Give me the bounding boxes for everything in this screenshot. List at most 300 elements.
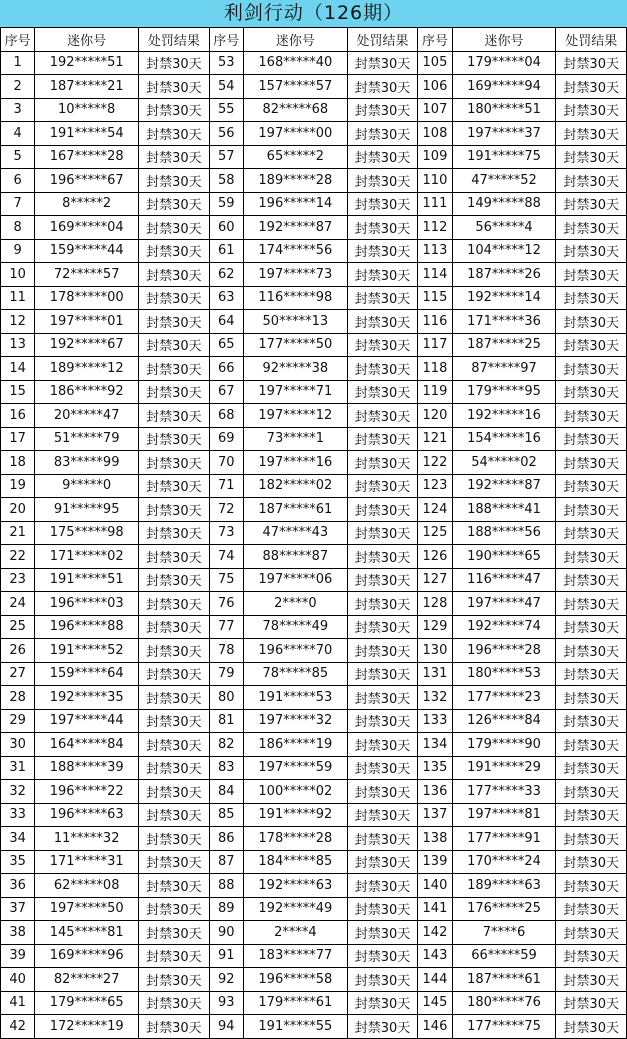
table-row	[1, 169, 627, 193]
cell-index: 87	[209, 850, 243, 874]
cell-index: 21	[1, 521, 35, 545]
table-row	[1, 451, 627, 475]
cell-mini-id: 197*****50	[35, 897, 139, 921]
cell-mini-id: 116*****47	[452, 568, 556, 592]
cell-penalty: 封禁30天	[139, 51, 210, 75]
cell-index: 116	[418, 310, 452, 334]
cell-index: 114	[418, 263, 452, 287]
cell-index: 145	[418, 991, 452, 1015]
cell-mini-id: 174*****56	[243, 239, 347, 263]
cell-mini-id: 7****6	[452, 921, 556, 945]
table-row	[1, 1015, 627, 1039]
cell-index: 42	[1, 1015, 35, 1039]
table-row	[1, 75, 627, 99]
cell-index: 139	[418, 850, 452, 874]
cell-mini-id: 188*****39	[35, 756, 139, 780]
cell-mini-id: 78*****49	[243, 615, 347, 639]
cell-mini-id: 126*****84	[452, 709, 556, 733]
cell-index: 6	[1, 169, 35, 193]
cell-penalty: 封禁30天	[556, 357, 627, 381]
cell-mini-id: 191*****29	[452, 756, 556, 780]
cell-penalty: 封禁30天	[556, 991, 627, 1015]
table-row	[1, 944, 627, 968]
cell-index: 8	[1, 216, 35, 240]
cell-penalty: 封禁30天	[139, 592, 210, 616]
cell-penalty: 封禁30天	[347, 498, 418, 522]
cell-penalty: 封禁30天	[139, 521, 210, 545]
cell-mini-id: 187*****25	[452, 333, 556, 357]
cell-index: 85	[209, 803, 243, 827]
cell-mini-id: 169*****96	[35, 944, 139, 968]
table-row	[1, 263, 627, 287]
cell-mini-id: 2****0	[243, 592, 347, 616]
cell-index: 4	[1, 122, 35, 146]
cell-penalty: 封禁30天	[139, 498, 210, 522]
cell-mini-id: 180*****76	[452, 991, 556, 1015]
cell-index: 70	[209, 451, 243, 475]
cell-penalty: 封禁30天	[139, 98, 210, 122]
cell-mini-id: 192*****87	[452, 474, 556, 498]
cell-mini-id: 197*****37	[452, 122, 556, 146]
cell-index: 18	[1, 451, 35, 475]
cell-mini-id: 104*****12	[452, 239, 556, 263]
header-index: 序号	[418, 28, 452, 52]
cell-penalty: 封禁30天	[556, 169, 627, 193]
cell-index: 10	[1, 263, 35, 287]
cell-mini-id: 186*****19	[243, 733, 347, 757]
cell-penalty: 封禁30天	[139, 850, 210, 874]
cell-mini-id: 186*****92	[35, 380, 139, 404]
cell-index: 65	[209, 333, 243, 357]
cell-penalty: 封禁30天	[139, 827, 210, 851]
cell-penalty: 封禁30天	[556, 780, 627, 804]
cell-mini-id: 87*****97	[452, 357, 556, 381]
cell-index: 111	[418, 192, 452, 216]
cell-penalty: 封禁30天	[347, 145, 418, 169]
cell-index: 16	[1, 404, 35, 428]
cell-index: 17	[1, 427, 35, 451]
cell-mini-id: 197*****44	[35, 709, 139, 733]
cell-mini-id: 47*****43	[243, 521, 347, 545]
table-row	[1, 827, 627, 851]
cell-mini-id: 184*****85	[243, 850, 347, 874]
cell-index: 90	[209, 921, 243, 945]
cell-index: 72	[209, 498, 243, 522]
cell-penalty: 封禁30天	[347, 780, 418, 804]
cell-mini-id: 171*****31	[35, 850, 139, 874]
cell-penalty: 封禁30天	[347, 192, 418, 216]
table-row	[1, 874, 627, 898]
cell-penalty: 封禁30天	[347, 944, 418, 968]
cell-penalty: 封禁30天	[139, 733, 210, 757]
cell-mini-id: 72*****57	[35, 263, 139, 287]
header-mini-id: 迷你号	[243, 28, 347, 52]
cell-mini-id: 50*****13	[243, 310, 347, 334]
cell-penalty: 封禁30天	[139, 639, 210, 663]
cell-mini-id: 154*****16	[452, 427, 556, 451]
cell-mini-id: 182*****02	[243, 474, 347, 498]
cell-mini-id: 9*****0	[35, 474, 139, 498]
cell-penalty: 封禁30天	[139, 404, 210, 428]
cell-penalty: 封禁30天	[556, 733, 627, 757]
cell-penalty: 封禁30天	[556, 1015, 627, 1039]
cell-penalty: 封禁30天	[556, 498, 627, 522]
cell-index: 109	[418, 145, 452, 169]
cell-mini-id: 196*****88	[35, 615, 139, 639]
cell-penalty: 封禁30天	[347, 239, 418, 263]
cell-index: 41	[1, 991, 35, 1015]
cell-mini-id: 167*****28	[35, 145, 139, 169]
cell-mini-id: 196*****70	[243, 639, 347, 663]
header-mini-id: 迷你号	[452, 28, 556, 52]
cell-mini-id: 187*****21	[35, 75, 139, 99]
cell-index: 105	[418, 51, 452, 75]
cell-index: 143	[418, 944, 452, 968]
cell-penalty: 封禁30天	[139, 357, 210, 381]
cell-index: 142	[418, 921, 452, 945]
table-row	[1, 733, 627, 757]
cell-index: 134	[418, 733, 452, 757]
cell-mini-id: 197*****06	[243, 568, 347, 592]
cell-index: 141	[418, 897, 452, 921]
cell-index: 22	[1, 545, 35, 569]
cell-penalty: 封禁30天	[139, 263, 210, 287]
cell-penalty: 封禁30天	[556, 333, 627, 357]
cell-index: 74	[209, 545, 243, 569]
cell-index: 137	[418, 803, 452, 827]
cell-penalty: 封禁30天	[139, 662, 210, 686]
cell-penalty: 封禁30天	[347, 51, 418, 75]
cell-penalty: 封禁30天	[139, 874, 210, 898]
cell-mini-id: 177*****75	[452, 1015, 556, 1039]
cell-penalty: 封禁30天	[347, 592, 418, 616]
cell-mini-id: 54*****02	[452, 451, 556, 475]
cell-mini-id: 170*****24	[452, 850, 556, 874]
cell-mini-id: 100*****02	[243, 780, 347, 804]
cell-mini-id: 187*****26	[452, 263, 556, 287]
cell-index: 2	[1, 75, 35, 99]
cell-index: 76	[209, 592, 243, 616]
table-row	[1, 662, 627, 686]
cell-mini-id: 65*****2	[243, 145, 347, 169]
cell-penalty: 封禁30天	[556, 51, 627, 75]
table-row	[1, 286, 627, 310]
cell-mini-id: 91*****95	[35, 498, 139, 522]
table-row	[1, 427, 627, 451]
table-row	[1, 192, 627, 216]
cell-penalty: 封禁30天	[139, 615, 210, 639]
cell-mini-id: 73*****1	[243, 427, 347, 451]
cell-mini-id: 192*****63	[243, 874, 347, 898]
cell-mini-id: 78*****85	[243, 662, 347, 686]
cell-mini-id: 8*****2	[35, 192, 139, 216]
cell-penalty: 封禁30天	[347, 1015, 418, 1039]
cell-index: 37	[1, 897, 35, 921]
cell-penalty: 封禁30天	[347, 568, 418, 592]
table-row	[1, 615, 627, 639]
cell-mini-id: 197*****71	[243, 380, 347, 404]
cell-penalty: 封禁30天	[139, 897, 210, 921]
cell-penalty: 封禁30天	[139, 568, 210, 592]
cell-mini-id: 191*****54	[35, 122, 139, 146]
cell-penalty: 封禁30天	[556, 286, 627, 310]
cell-mini-id: 159*****44	[35, 239, 139, 263]
cell-mini-id: 192*****16	[452, 404, 556, 428]
table-row	[1, 921, 627, 945]
cell-penalty: 封禁30天	[347, 686, 418, 710]
cell-index: 115	[418, 286, 452, 310]
cell-mini-id: 189*****28	[243, 169, 347, 193]
cell-mini-id: 197*****16	[243, 451, 347, 475]
table-row	[1, 239, 627, 263]
cell-mini-id: 191*****92	[243, 803, 347, 827]
cell-mini-id: 168*****40	[243, 51, 347, 75]
cell-mini-id: 169*****94	[452, 75, 556, 99]
cell-index: 117	[418, 333, 452, 357]
cell-index: 71	[209, 474, 243, 498]
cell-index: 79	[209, 662, 243, 686]
cell-mini-id: 159*****64	[35, 662, 139, 686]
cell-mini-id: 149*****88	[452, 192, 556, 216]
cell-index: 23	[1, 568, 35, 592]
cell-index: 68	[209, 404, 243, 428]
table-row	[1, 98, 627, 122]
cell-mini-id: 177*****23	[452, 686, 556, 710]
cell-penalty: 封禁30天	[347, 263, 418, 287]
cell-penalty: 封禁30天	[556, 545, 627, 569]
cell-index: 59	[209, 192, 243, 216]
cell-penalty: 封禁30天	[347, 968, 418, 992]
cell-penalty: 封禁30天	[347, 216, 418, 240]
cell-mini-id: 179*****90	[452, 733, 556, 757]
cell-mini-id: 176*****25	[452, 897, 556, 921]
table-row	[1, 122, 627, 146]
cell-index: 14	[1, 357, 35, 381]
cell-index: 11	[1, 286, 35, 310]
cell-mini-id: 177*****50	[243, 333, 347, 357]
cell-mini-id: 190*****65	[452, 545, 556, 569]
cell-index: 67	[209, 380, 243, 404]
cell-mini-id: 192*****35	[35, 686, 139, 710]
table-row	[1, 216, 627, 240]
cell-penalty: 封禁30天	[347, 169, 418, 193]
cell-penalty: 封禁30天	[139, 310, 210, 334]
table-row	[1, 639, 627, 663]
cell-mini-id: 83*****99	[35, 451, 139, 475]
cell-index: 120	[418, 404, 452, 428]
cell-index: 30	[1, 733, 35, 757]
cell-index: 63	[209, 286, 243, 310]
cell-mini-id: 164*****84	[35, 733, 139, 757]
cell-penalty: 封禁30天	[556, 968, 627, 992]
cell-penalty: 封禁30天	[347, 98, 418, 122]
cell-mini-id: 183*****77	[243, 944, 347, 968]
cell-penalty: 封禁30天	[347, 874, 418, 898]
cell-index: 24	[1, 592, 35, 616]
cell-mini-id: 171*****02	[35, 545, 139, 569]
cell-mini-id: 180*****53	[452, 662, 556, 686]
cell-mini-id: 116*****98	[243, 286, 347, 310]
cell-penalty: 封禁30天	[347, 756, 418, 780]
cell-index: 81	[209, 709, 243, 733]
cell-index: 57	[209, 145, 243, 169]
cell-index: 88	[209, 874, 243, 898]
cell-penalty: 封禁30天	[347, 803, 418, 827]
cell-mini-id: 192*****67	[35, 333, 139, 357]
cell-penalty: 封禁30天	[556, 639, 627, 663]
cell-index: 78	[209, 639, 243, 663]
cell-index: 118	[418, 357, 452, 381]
table-row	[1, 568, 627, 592]
cell-index: 113	[418, 239, 452, 263]
cell-mini-id: 188*****41	[452, 498, 556, 522]
cell-index: 122	[418, 451, 452, 475]
cell-mini-id: 145*****81	[35, 921, 139, 945]
cell-penalty: 封禁30天	[556, 921, 627, 945]
cell-index: 110	[418, 169, 452, 193]
table-row	[1, 357, 627, 381]
cell-index: 7	[1, 192, 35, 216]
cell-penalty: 封禁30天	[556, 474, 627, 498]
cell-penalty: 封禁30天	[139, 944, 210, 968]
ban-list-table	[0, 27, 627, 1039]
cell-penalty: 封禁30天	[556, 686, 627, 710]
cell-index: 73	[209, 521, 243, 545]
cell-mini-id: 82*****68	[243, 98, 347, 122]
cell-penalty: 封禁30天	[139, 1015, 210, 1039]
cell-mini-id: 192*****51	[35, 51, 139, 75]
cell-penalty: 封禁30天	[556, 239, 627, 263]
cell-mini-id: 175*****98	[35, 521, 139, 545]
cell-penalty: 封禁30天	[347, 991, 418, 1015]
cell-mini-id: 47*****52	[452, 169, 556, 193]
cell-penalty: 封禁30天	[347, 545, 418, 569]
cell-penalty: 封禁30天	[139, 780, 210, 804]
cell-index: 61	[209, 239, 243, 263]
header-mini-id: 迷你号	[35, 28, 139, 52]
cell-penalty: 封禁30天	[347, 310, 418, 334]
cell-mini-id: 197*****47	[452, 592, 556, 616]
cell-penalty: 封禁30天	[139, 686, 210, 710]
cell-penalty: 封禁30天	[347, 850, 418, 874]
cell-mini-id: 92*****38	[243, 357, 347, 381]
table-row	[1, 803, 627, 827]
cell-penalty: 封禁30天	[347, 521, 418, 545]
cell-mini-id: 191*****55	[243, 1015, 347, 1039]
cell-index: 84	[209, 780, 243, 804]
cell-penalty: 封禁30天	[139, 286, 210, 310]
cell-mini-id: 189*****12	[35, 357, 139, 381]
cell-penalty: 封禁30天	[556, 75, 627, 99]
table-row	[1, 380, 627, 404]
cell-mini-id: 169*****04	[35, 216, 139, 240]
cell-index: 136	[418, 780, 452, 804]
cell-penalty: 封禁30天	[347, 615, 418, 639]
cell-penalty: 封禁30天	[556, 944, 627, 968]
cell-index: 19	[1, 474, 35, 498]
cell-index: 27	[1, 662, 35, 686]
cell-index: 33	[1, 803, 35, 827]
table-row	[1, 333, 627, 357]
cell-penalty: 封禁30天	[139, 921, 210, 945]
cell-mini-id: 187*****61	[452, 968, 556, 992]
cell-penalty: 封禁30天	[556, 850, 627, 874]
cell-penalty: 封禁30天	[347, 921, 418, 945]
table-row	[1, 474, 627, 498]
cell-index: 132	[418, 686, 452, 710]
cell-index: 86	[209, 827, 243, 851]
cell-mini-id: 82*****27	[35, 968, 139, 992]
cell-penalty: 封禁30天	[347, 733, 418, 757]
cell-penalty: 封禁30天	[556, 874, 627, 898]
cell-mini-id: 188*****56	[452, 521, 556, 545]
cell-index: 12	[1, 310, 35, 334]
cell-penalty: 封禁30天	[139, 968, 210, 992]
cell-index: 56	[209, 122, 243, 146]
cell-penalty: 封禁30天	[347, 709, 418, 733]
table-row	[1, 968, 627, 992]
cell-index: 60	[209, 216, 243, 240]
cell-penalty: 封禁30天	[556, 756, 627, 780]
cell-mini-id: 178*****28	[243, 827, 347, 851]
cell-index: 144	[418, 968, 452, 992]
cell-penalty: 封禁30天	[347, 427, 418, 451]
cell-mini-id: 178*****00	[35, 286, 139, 310]
cell-index: 135	[418, 756, 452, 780]
cell-penalty: 封禁30天	[139, 122, 210, 146]
cell-mini-id: 192*****74	[452, 615, 556, 639]
cell-index: 133	[418, 709, 452, 733]
cell-penalty: 封禁30天	[347, 404, 418, 428]
cell-penalty: 封禁30天	[556, 380, 627, 404]
cell-mini-id: 196*****14	[243, 192, 347, 216]
cell-index: 119	[418, 380, 452, 404]
table-row	[1, 545, 627, 569]
cell-mini-id: 66*****59	[452, 944, 556, 968]
table-row	[1, 756, 627, 780]
cell-penalty: 封禁30天	[139, 380, 210, 404]
cell-index: 128	[418, 592, 452, 616]
cell-index: 124	[418, 498, 452, 522]
header-index: 序号	[1, 28, 35, 52]
cell-penalty: 封禁30天	[556, 803, 627, 827]
cell-mini-id: 197*****12	[243, 404, 347, 428]
cell-penalty: 封禁30天	[556, 192, 627, 216]
table-row	[1, 310, 627, 334]
cell-index: 127	[418, 568, 452, 592]
cell-penalty: 封禁30天	[347, 75, 418, 99]
cell-penalty: 封禁30天	[347, 827, 418, 851]
cell-mini-id: 187*****61	[243, 498, 347, 522]
cell-penalty: 封禁30天	[347, 897, 418, 921]
table-row	[1, 709, 627, 733]
cell-index: 77	[209, 615, 243, 639]
cell-index: 36	[1, 874, 35, 898]
table-row	[1, 780, 627, 804]
cell-penalty: 封禁30天	[556, 615, 627, 639]
cell-index: 13	[1, 333, 35, 357]
cell-index: 1	[1, 51, 35, 75]
cell-mini-id: 192*****87	[243, 216, 347, 240]
table-row	[1, 145, 627, 169]
cell-penalty: 封禁30天	[556, 310, 627, 334]
cell-mini-id: 196*****67	[35, 169, 139, 193]
table-row	[1, 897, 627, 921]
cell-penalty: 封禁30天	[556, 827, 627, 851]
cell-penalty: 封禁30天	[139, 216, 210, 240]
cell-penalty: 封禁30天	[556, 216, 627, 240]
page-title: 利剑行动（126期）	[0, 0, 627, 27]
